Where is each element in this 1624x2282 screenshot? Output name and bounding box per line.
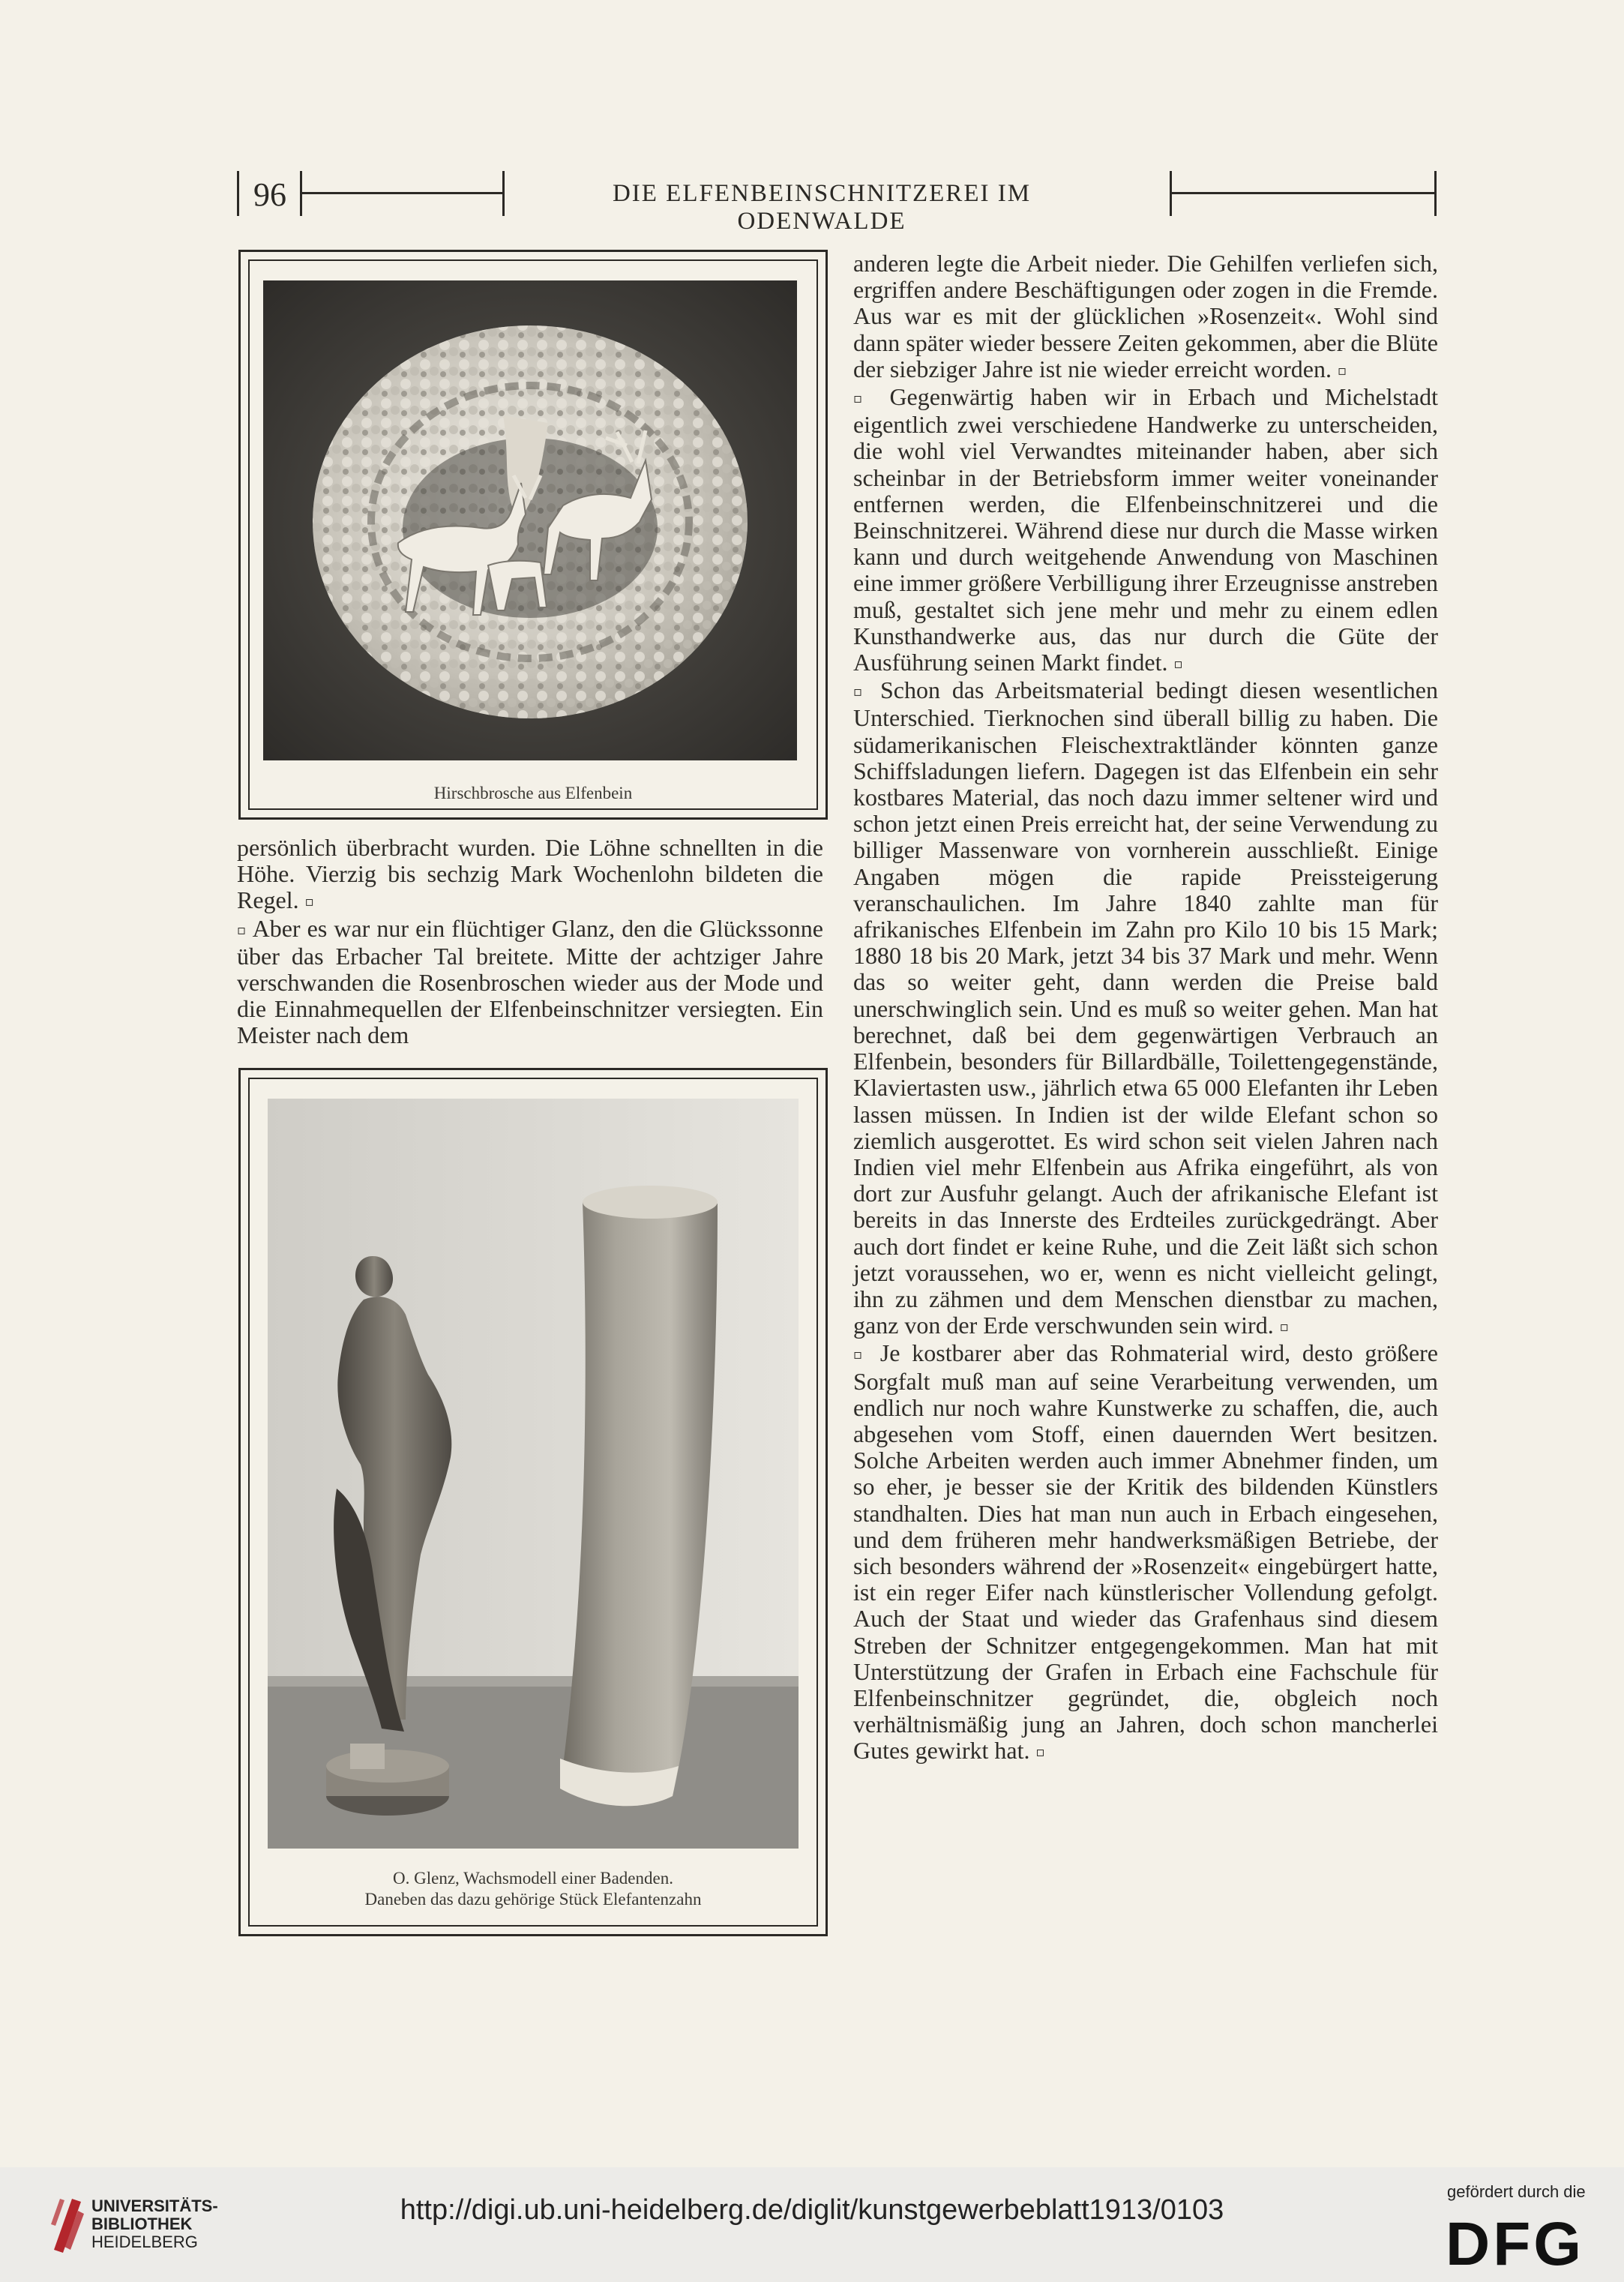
header-rule xyxy=(237,171,239,216)
brooch-photo xyxy=(263,280,797,760)
paragraph: ▫ Je kostbarer aber das Rohmaterial wird, desto größere Sorgfalt muß man auf seine Verarbeitung verwenden, um endlich nur noch wahre Kunstwerke zu schaffen, die, auch abgesehen vom Stoff, einen dauernden Wert besitzen. Solche Arbeiten werden auch immer Abnehmer finden, um so eher, je besser sie der Kritik des bildenden Künstlers standhalten. Dies hat man nun auch in Erbach eingesehen, und dem früheren mehr handwerksmäßigen Betriebe, der sich besonders während der »Rosenzeit« eingebürgert hatte, ist ein reger Eifer nach künstlerischer Vollendung gefolgt. Auch der Staat und wieder das Grafenhaus sind diesem Streben der Schnitzer entgegengekommen. Man hat mit Unterstützung der Grafen in Erbach eine Fachschule für Elfenbeinschnitzer gegründet, die, obgleich noch verhältnismäßig jung an Jahren, doch schon mancherlei Gutes gewirkt hat. ▫ xyxy=(853,1339,1439,1765)
carved-ivory-deer-brooch-image xyxy=(263,280,797,760)
paragraph: anderen legte die Arbeit nieder. Die Gehilfen verliefen sich, ergriffen andere Beschäftigungen oder zogen in die Fremde. Aus war es mit der glücklichen »Rosenzeit«. Wohl sind dann später wieder bessere Zeiten gekommen, aber die Blüte der siebziger Jahre ist nie wieder erreicht worden. ▫ xyxy=(853,250,1438,382)
paragraph: ▫ Schon das Arbeitsmaterial bedingt diesen wesentlichen Unterschied. Tierknochen sind überall billig zu haben. Die südamerikanischen Fleischextraktländer könnten ganze Schiffsladungen liefern. Dagegen ist das Elfenbein ein sehr kostbares Material, das noch dazu immer seltener wird und schon jetzt einen Preis erreicht hat, der seine Verwendung zu billiger Massenware von vornherein ausschließt. Einige Angaben mögen die rapide Preissteigerung veranschaulichen. Im Jahre 1840 zahlte man für afrikanisches Elfenbein im Zahn pro Kilo 10 bis 15 Mark; 1880 18 bis 20 Mark, jetzt 34 bis 37 Mark und mehr. Wenn das so weiter geht, dann werden die Preise bald unerschwinglich sein. Und es muß so weiter gehen. Man hat berechnet, daß bei dem gegenwärtigen Verbrauch an Elfenbein, besonders für Billardbälle, Toilettengegenstände, Klaviertasten usw., jährlich etwa 65 000 Elefanten ihr Leben lassen müssen. In Indien ist der wilde Elefant schon so ziemlich ausgerottet. Es wird schon seit vielen Jahren nach Indien viel mehr Elfenbein aus Afrika eingeführt, als von dort zur Ausfuhr gelangt. Auch der afrikanische Elefant ist bereits in das Innerste des Erdteiles zurückgedrängt. Aber auch dort findet er keine Ruhe, und die Zeit läßt sich schon jetzt voraussehen, wo er, wenn es nicht vielleicht gelingt, ihn zu zähmen und dem Menschen dienstbar zu machen, ganz von der Erde verschwunden sein wird. ▫ xyxy=(853,676,1439,1339)
paragraph-end-mark: ▫ xyxy=(1173,656,1183,673)
right-column xyxy=(853,250,1438,1766)
paragraph-start-mark: ▫ xyxy=(237,922,247,938)
paragraph: ▫ Aber es war nur ein flüchtiger Glanz, den die Glückssonne über das Erbacher Tal breitete. Mitte der achtziger Jahre verschwanden die Rosenbroschen wieder aus der Mode und die Einnahmequellen der Elfenbeinschnitzer versiegten. Ein Meister nach dem xyxy=(237,914,824,1049)
paragraph-end-mark: ▫ xyxy=(1279,1319,1289,1336)
paragraph-end-mark: ▫ xyxy=(1035,1744,1045,1761)
figure-brooch xyxy=(238,250,828,820)
paragraph-start-mark: ▫ xyxy=(853,684,869,700)
paragraph: ▫ Gegenwärtig haben wir in Erbach und Michelstadt eigentlich zwei verschiedene Handwerke zu unterscheiden, die wohl viel Verwandtes miteinander haben, aber sich scheinbar in der Betriebsform immer weiter voneinander entfernen werden, die Elfenbeinschnitzerei und die Beinschnitzerei. Während diese nur durch die Masse wirken kann und durch weitgehende Anwendung von Maschinen eine immer größere Verbilligung ihrer Erzeugnisse anstreben muß, gestaltet sich jene mehr und mehr zu einem edlen Kunsthandwerke aus, das nur durch die Güte der Ausführung seinen Markt findet. ▫ xyxy=(853,383,1439,676)
header-rule xyxy=(1434,171,1437,216)
dfg-logo: DFG xyxy=(1446,2210,1585,2278)
paragraph-end-mark: ▫ xyxy=(1337,362,1347,379)
figure-caption xyxy=(241,1868,825,1910)
paragraph-end-mark: ▫ xyxy=(304,894,314,910)
digitization-footer xyxy=(0,2167,1624,2282)
wax-model-and-elephant-tusk-image xyxy=(268,1099,799,1849)
header-rule xyxy=(502,171,505,216)
sponsor-text: gefördert durch die xyxy=(1447,2182,1586,2201)
header-rule xyxy=(300,192,502,194)
page-number: 96 xyxy=(253,176,286,213)
left-column xyxy=(237,835,823,1049)
library-name: UNIVERSITÄTS- BIBLIOTHEK HEIDELBERG xyxy=(91,2197,218,2251)
paragraph-start-mark: ▫ xyxy=(853,1347,869,1363)
running-header xyxy=(237,171,1437,235)
running-title: DIE ELFENBEINSCHNITZEREI IM ODENWALDE xyxy=(612,180,1032,235)
caption-line: O. Glenz, Wachsmodell einer Badenden. xyxy=(393,1869,673,1888)
header-rule xyxy=(1170,192,1437,194)
figure-caption: Hirschbrosche aus Elfenbein xyxy=(433,784,633,802)
source-url-link[interactable]: http://digi.ub.uni-heidelberg.de/diglit/kunstgewerbeblatt1913/0103 xyxy=(400,2194,1224,2226)
paragraph: persönlich überbracht wurden. Die Löhne schnellten in die Höhe. Vierzig bis sechzig Mark Wochenlohn bildeten die Regel. ▫ xyxy=(237,834,823,914)
statue-tusk-photo xyxy=(268,1099,799,1849)
paragraph-start-mark: ▫ xyxy=(853,391,873,407)
caption-line: Daneben das dazu gehörige Stück Elefantenzahn xyxy=(364,1890,702,1909)
figure-statue-tusk xyxy=(238,1068,828,1936)
